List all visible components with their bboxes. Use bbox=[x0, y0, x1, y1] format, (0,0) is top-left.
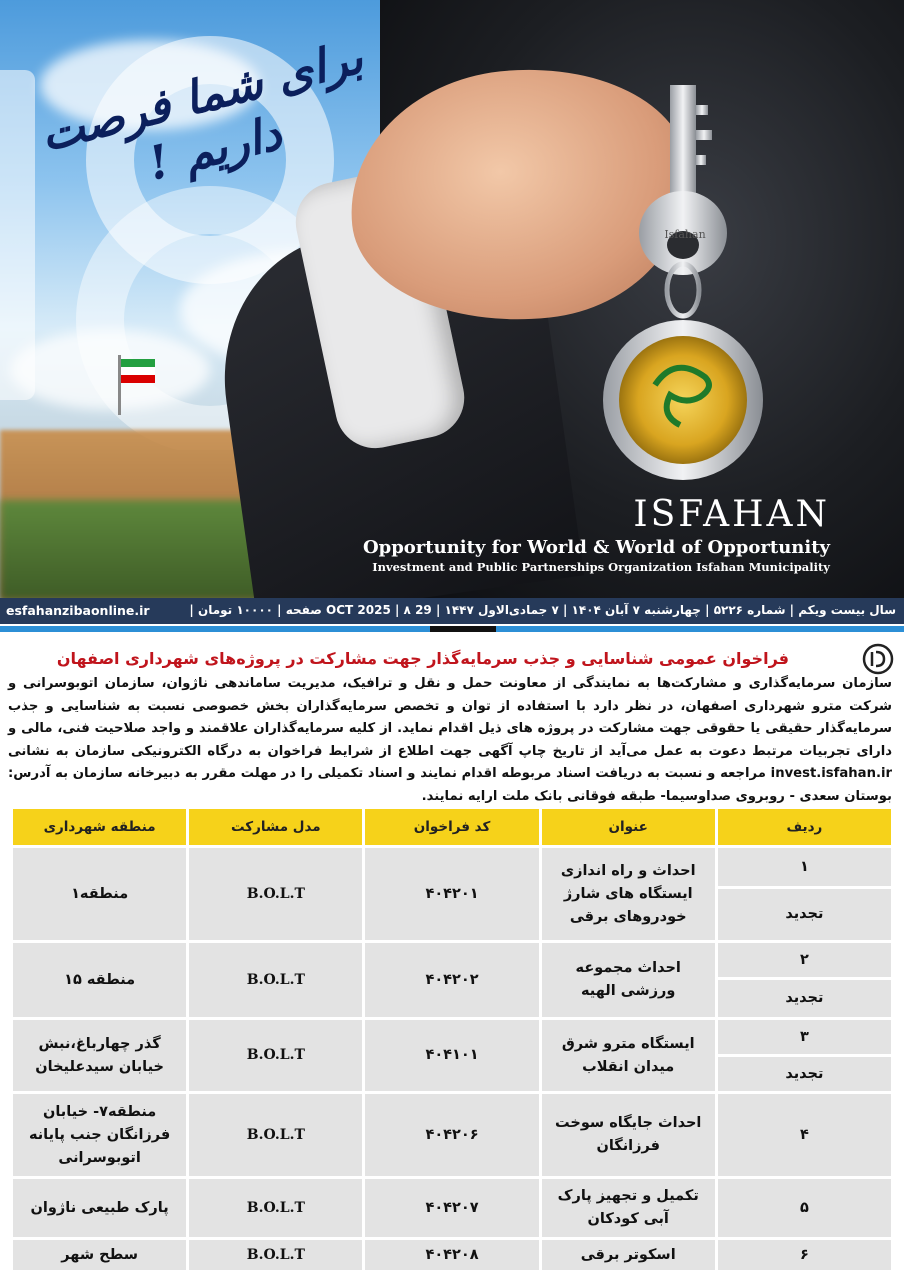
row-number: ۳ bbox=[718, 1020, 891, 1054]
header-row-number: ردیف bbox=[718, 809, 891, 845]
partnership-model: B.O.L.T bbox=[189, 1240, 362, 1270]
portal-url-link[interactable]: invest.isfahan.ir bbox=[770, 766, 892, 781]
brand-block bbox=[340, 494, 830, 574]
municipal-region: پارک طبیعی ناژوان bbox=[13, 1179, 186, 1237]
renewal-label: تجدید bbox=[718, 980, 891, 1017]
table-row bbox=[13, 848, 891, 886]
partnership-model: B.O.L.T bbox=[189, 1020, 362, 1091]
key-with-medallion-graphic bbox=[600, 85, 770, 505]
municipal-region: منطقه۷- خیابان فرزانگان جنب پایانه اتوبوسرانی bbox=[13, 1094, 186, 1176]
brand-organization: Investment and Public Partnerships Organization Isfahan Municipality bbox=[372, 560, 830, 574]
iran-flag-icon bbox=[118, 355, 158, 415]
project-title: تکمیل و تجهیز پارک آبی کودکان bbox=[542, 1179, 715, 1237]
row-number: ۶ bbox=[718, 1240, 891, 1270]
partnership-model: B.O.L.T bbox=[189, 1094, 362, 1176]
project-title: احداث و راه اندازی ایستگاه های شارژ خودروهای برقی bbox=[542, 848, 715, 940]
municipal-region: سطح شهر bbox=[13, 1240, 186, 1270]
call-code: ۴۰۴۲۰۸ bbox=[365, 1240, 538, 1270]
newspaper-logo-icon bbox=[862, 643, 894, 675]
table-row bbox=[13, 1240, 891, 1270]
project-title: احداث مجموعه ورزشی الهیه bbox=[542, 943, 715, 1017]
header-partnership-model: مدل مشارکت bbox=[189, 809, 362, 845]
key-engraving: Isfahan bbox=[664, 228, 706, 241]
project-title: احداث جایگاه سوخت فرزانگان bbox=[542, 1094, 715, 1176]
table-row bbox=[13, 1179, 891, 1237]
call-code: ۴۰۴۱۰۱ bbox=[365, 1020, 538, 1091]
header-municipal-region: منطقه شهرداری bbox=[13, 809, 186, 845]
renewal-label: تجدید bbox=[718, 889, 891, 940]
divider-rule bbox=[0, 626, 904, 632]
divider-tab bbox=[430, 626, 496, 632]
partnership-model: B.O.L.T bbox=[189, 848, 362, 940]
header-call-code: کد فراخوان bbox=[365, 809, 538, 845]
renewal-label: تجدید bbox=[718, 1057, 891, 1091]
call-code: ۴۰۴۲۰۱ bbox=[365, 848, 538, 940]
issue-info: سال بیست ویکم | شماره ۵۲۲۶ | چهارشنبه ۷ آبان ۱۴۰۴ | ۷ جمادی‌الاول ۱۴۴۷ | 29 OCT 2025 | ۸ صفحه | ۱۰۰۰۰ تومان | bbox=[189, 603, 896, 617]
slogan-text: برای شما فرصت داریم ! bbox=[34, 29, 368, 191]
call-code: ۴۰۴۲۰۶ bbox=[365, 1094, 538, 1176]
row-number: ۲ bbox=[718, 943, 891, 977]
notice-body bbox=[8, 673, 892, 808]
table-row bbox=[13, 943, 891, 977]
municipal-region: گذر چهارباغ،نبش خیابان سیدعلیخان bbox=[13, 1020, 186, 1091]
table-header-row bbox=[13, 809, 891, 845]
notice-body-text: سازمان سرمایه‌گذاری و مشارکت‌ها به نمایندگی از معاونت حمل و نقل و ترافیک، مدیریت ساماندهی ناژوان، سازمان اتوبوسرانی و شرکت مترو شهرداری اصفهان، در نظر دارد با استفاده از توان و تخصص سرمایه‌گذاران بخش خصوصی نسبت به شناسایی و جذب سرمایه‌گذار حقیقی یا حقوقی جهت مشارکت در پروژه های ذیل اقدام نماید. از کلیه سرمایه‌گذاران علاقمند و واجد صلاحیت فنی، مالی و دارای تجربیات مرتبط دعوت به عمل می‌آید از تاریخ چاپ آگهی جهت اطلاع از شرایط فراخوان به درگاه الکترونیکی سازمان به نشانی bbox=[8, 676, 892, 759]
brand-name: ISFAHAN bbox=[633, 494, 830, 535]
row-number: ۱ bbox=[718, 848, 891, 886]
notice-title: فراخوان عمومی شناسایی و جذب سرمایه‌گذار جهت مشارکت در پروژه‌های شهرداری اصفهان bbox=[56, 649, 789, 668]
call-code: ۴۰۴۲۰۷ bbox=[365, 1179, 538, 1237]
notice-body-text-continued: مراجعه و نسبت به دریافت اسناد مربوطه اقدام نمایند و اسناد تکمیلی را در مهلت مقرر به دبیرخانه سازمان به آدرس: بوستان سعدی - روبروی صداوسیما- طبقه فوقانی بانک ملت ارایه نمایند. bbox=[8, 766, 892, 804]
hero-banner bbox=[0, 0, 904, 598]
newspaper-masthead-bar bbox=[0, 598, 904, 624]
brand-tagline: Opportunity for World & World of Opportunity bbox=[362, 537, 830, 558]
partnership-model: B.O.L.T bbox=[189, 1179, 362, 1237]
project-title: اسکوتر برقی bbox=[542, 1240, 715, 1270]
municipal-region: منطقه۱ bbox=[13, 848, 186, 940]
municipal-region: منطقه ۱۵ bbox=[13, 943, 186, 1017]
partnership-model: B.O.L.T bbox=[189, 943, 362, 1017]
table-row bbox=[13, 1020, 891, 1054]
row-number: ۴ bbox=[718, 1094, 891, 1176]
projects-table bbox=[10, 806, 894, 1273]
project-title: ایستگاه مترو شرق میدان انقلاب bbox=[542, 1020, 715, 1091]
website-link[interactable]: esfahanzibaonline.ir bbox=[6, 603, 150, 618]
call-code: ۴۰۴۲۰۲ bbox=[365, 943, 538, 1017]
row-number: ۵ bbox=[718, 1179, 891, 1237]
header-title: عنوان bbox=[542, 809, 715, 845]
table-row bbox=[13, 1094, 891, 1176]
